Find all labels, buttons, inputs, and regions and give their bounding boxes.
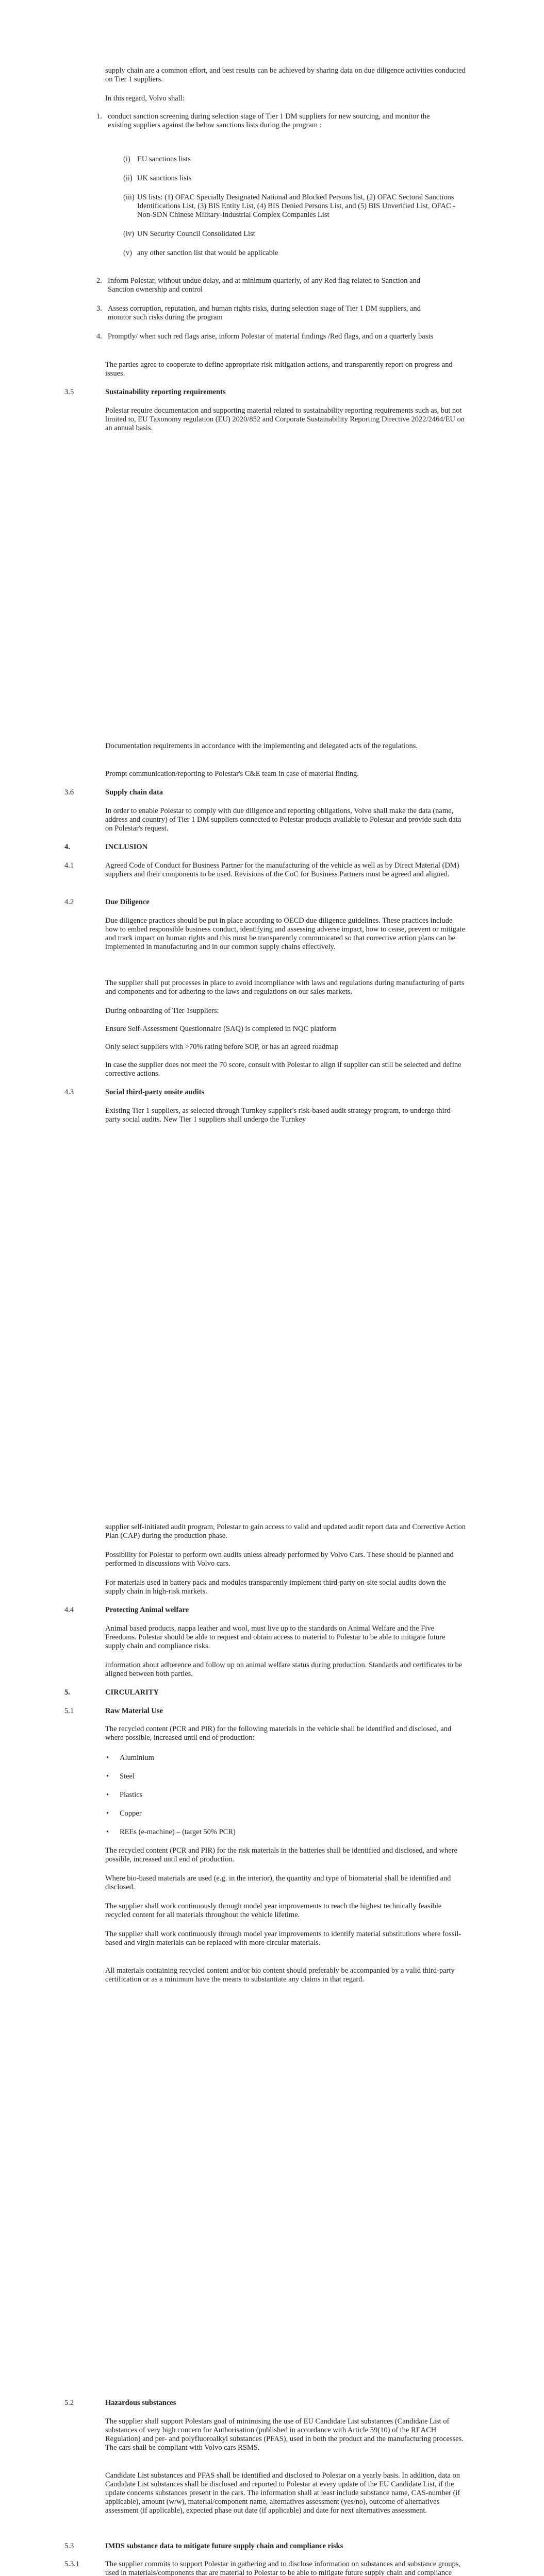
paragraph: Possibility for Polestar to perform own audits unless already performed by Volvo Cars. These should be planned and performed in discussions with Volvo cars. (105, 1551, 454, 1568)
section-number: 5.3 (64, 2542, 74, 2550)
section-number: 3.5 (64, 388, 74, 396)
section-number: 4.2 (64, 898, 74, 906)
paragraph: The recycled content (PCR and PIR) for the risk materials in the batteries shall be identified and disclosed, and where possible, increased until end of production. (105, 1846, 457, 1863)
bullet-icon: • (106, 1772, 109, 1781)
sanction-list-item: (i) EU sanctions lists (123, 155, 191, 163)
list-item-3: 3. Assess corruption, reputation, and human rights risks, during selection stage of Tier 1 DM suppliers, and monitor such risks during the program (96, 304, 421, 321)
paragraph: The supplier shall work continuously through model year improvements to identify material substitutions where fossil-based and virgin materials can be replaced with more circular materials. (105, 1930, 461, 1947)
list-item-text: conduct sanction screening during selection stage of Tier 1 DM suppliers for new sourcing, and monitor the existing suppliers against the below sanctions lists during the program : (108, 112, 430, 129)
section-number: 5.1 (64, 1707, 74, 1715)
section-number: 5. (64, 1688, 70, 1697)
intro-lead: In this regard, Volvo shall: (105, 94, 185, 103)
section-number: 5.3.1 (64, 2560, 79, 2568)
section-number: 5.2 (64, 2399, 74, 2407)
section-title-5-3: IMDS substance data to mitigate future supply chain and compliance risks (105, 2542, 343, 2550)
bullet-icon: • (106, 1754, 109, 1762)
section-title-3-6: Supply chain data (105, 788, 163, 796)
sanction-list-item: (iii) US lists: (1) OFAC Specially Designated National and Blocked Persons list, (2) OFAC Sectoral Sanctions Identifications List, (3) BIS Entity List, (4) BIS Denied Persons List, and (5) BIS Unverified List, OFAC - Non-SDN Chinese Military-Industrial Complex Companies List (123, 193, 456, 219)
paragraph: The supplier shall work continuously through model year improvements to reach the highest technically feasible recycled content for all materials throughout the vehicle lifetime. (105, 1902, 442, 1919)
intro-paragraph: supply chain are a common effort, and best results can be achieved by sharing data on due diligence activities conducted on Tier 1 suppliers. (105, 66, 466, 83)
paragraph: Due diligence practices should be put in place according to OECD due diligence guidelines. These practices include how to embed responsible business conduct, identifying and assessing adverse impact, how to cease, prevent or mitigate and track impact on human rights and this must be transparently communicated so that corrective action plans can be implemented in manufacturing and in our common supply chains effectively. (105, 917, 465, 951)
paragraph: Only select suppliers with >70% rating before SOP, or has an agreed roadmap (105, 1043, 339, 1051)
paragraph: Existing Tier 1 suppliers, as selected through Turnkey supplier's risk-based audit strategy program, to undergo third-party social audits. New Tier 1 suppliers shall undergo the Turnkey (105, 1107, 453, 1124)
sanction-list-item: (iv) UN Security Council Consolidated List (123, 230, 255, 238)
section-title-4-4: Protecting Animal welfare (105, 1606, 189, 1614)
section-number: 4.1 (64, 861, 74, 870)
section-number: 4. (64, 843, 70, 851)
paragraph: The recycled content (PCR and PIR) for the following materials in the vehicle shall be identified and disclosed, and where possible, increased until end of production: (105, 1725, 452, 1742)
paragraph: The supplier shall support Polestars goal of minimising the use of EU Candidate List substances (Candidate List of substances of very high concern for Authorisation (published in accordance with Article 59(10) of the REACH Regulation) and per- and polyfluoroalkyl substances (PFAS), used in both the product and the manufacturing processes. The cars shall be compliant with Volvo cars RSMS. (105, 2417, 464, 2452)
bullet-icon: • (106, 1828, 109, 1836)
paragraph: supplier self-initiated audit program, Polestar to gain access to valid and updated audit report data and Corrective Action Plan (CAP) during the production phase. (105, 1523, 466, 1540)
section-title-5: CIRCULARITY (105, 1688, 159, 1697)
paragraph: All materials containing recycled content and/or bio content should preferably be accompanied by a valid third-party certification or as a minimum have the means to substantiate any claims in that regard. (105, 1967, 455, 1984)
intro-closing: The parties agree to cooperate to define appropriate risk mitigation actions, and transparently report on progress and issues. (105, 361, 453, 378)
section-title-4-3: Social third-party onsite audits (105, 1088, 205, 1096)
paragraph: The supplier shall put processes in place to avoid incompliance with laws and regulations during manufacturing of parts and components and for adhering to the laws and regulations on our sales markets. (105, 979, 465, 996)
bullet-icon: • (106, 1791, 109, 1799)
paragraph: Ensure Self-Assessment Questionnaire (SAQ) is completed in NQC platform (105, 1025, 336, 1033)
paragraph: In case the supplier does not meet the 70 score, consult with Polestar to align if supplier can still be selected and define corrective actions. (105, 1061, 461, 1078)
paragraph: During onboarding of Tier 1suppliers: (105, 1007, 219, 1015)
list-item-2: 2. Inform Polestar, without undue delay, and at minimum quarterly, of any Red flag related to Sanction and Sanction ownership and control (96, 277, 420, 294)
paragraph: information about adherence and follow up on animal welfare status during production. Standards and certificates to be aligned between both parties. (105, 1661, 463, 1678)
bullet-item: • REEs (e-machine) – (target 50% PCR) (106, 1828, 236, 1836)
section-title-3-5: Sustainability reporting requirements (105, 388, 226, 396)
section-title-5-2: Hazardous substances (105, 2399, 176, 2407)
paragraph: Documentation requirements in accordance with the implementing and delegated acts of the regulations. (105, 742, 418, 750)
paragraph: The supplier commits to support Polestar in gathering and to disclose information on substances and substance groups, used in materials/components that are material to Polestar to be able to mitigate future supply chain and compliance (105, 2560, 461, 2576)
section-title-4-2: Due Diligence (105, 898, 150, 906)
paragraph: Where bio-based materials are used (e.g. in the interior), the quantity and type of biomaterial shall be identified and disclosed. (105, 1874, 451, 1891)
section-number: 4.4 (64, 1606, 74, 1614)
list-item-4: 4. Promptly/ when such red flags arise, inform Polestar of material findings /Red flags, and on a quarterly basis (96, 332, 434, 341)
sanction-list-item: (v) any other sanction list that would be applicable (123, 249, 278, 257)
paragraph: Animal based products, nappa leather and wool, must live up to the standards on Animal Welfare and the Five Freedoms. Polestar should be able to request and obtain access to material to Polestar to be able to mitigate future supply chain and compliance risks. (105, 1624, 446, 1650)
bullet-item: • Aluminium (106, 1754, 154, 1762)
paragraph: Polestar require documentation and supporting material related to sustainability reporting requirements such as, but not limited to, EU Taxonomy regulation (EU) 2020/852 and Corporate Sustainability Reporting Directive 2022/2464/EU on an annual basis. (105, 406, 465, 432)
bullet-item: • Copper (106, 1809, 142, 1818)
section-title-4: INCLUSION (105, 843, 148, 851)
bullet-item: • Steel (106, 1772, 135, 1781)
bullet-icon: • (106, 1809, 109, 1818)
paragraph: In order to enable Polestar to comply with due diligence and reporting obligations, Volvo shall make the data (name, address and country) of Tier 1 DM suppliers connected to Polestar products available to Polestar and provide such data on Polestar's request. (105, 807, 461, 833)
section-number: 4.3 (64, 1088, 74, 1096)
paragraph: For materials used in battery pack and modules transparently implement third-party on-site social audits down the supply chain in high-risk markets. (105, 1579, 446, 1596)
section-number: 3.6 (64, 788, 74, 796)
section-title-5-1: Raw Material Use (105, 1707, 163, 1715)
list-item-1: 1. conduct sanction screening during selection stage of Tier 1 DM suppliers for new sourcing, and monitor the existing suppliers against the below sanctions lists during the program : (96, 112, 430, 129)
sanction-list-item: (ii) UK sanctions lists (123, 174, 192, 182)
paragraph: Prompt communication/reporting to Polestar's C&E team in case of material finding. (105, 770, 359, 778)
paragraph: Candidate List substances and PFAS shall be identified and disclosed to Polestar on a yearly basis. In addition, data on Candidate List substances shall be disclosed and reported to Polestar at every update of the EU Candidate List, if the update concerns substances present in the cars. The information shall at least include substance name, CAS-number (if applicable), amount (w/w), material/component name, alternatives assessment (yes/no), outcome of alternatives assessment (if applicable), expected phase out date (if applicable) and date for next alternatives assessment. (105, 2471, 460, 2515)
paragraph: Agreed Code of Conduct for Business Partner for the manufacturing of the vehicle as well as by Direct Material (DM) suppliers and their components to be used. Revisions of the CoC for Business Partners must be agreed and aligned. (105, 861, 459, 878)
bullet-item: • Plastics (106, 1791, 143, 1799)
